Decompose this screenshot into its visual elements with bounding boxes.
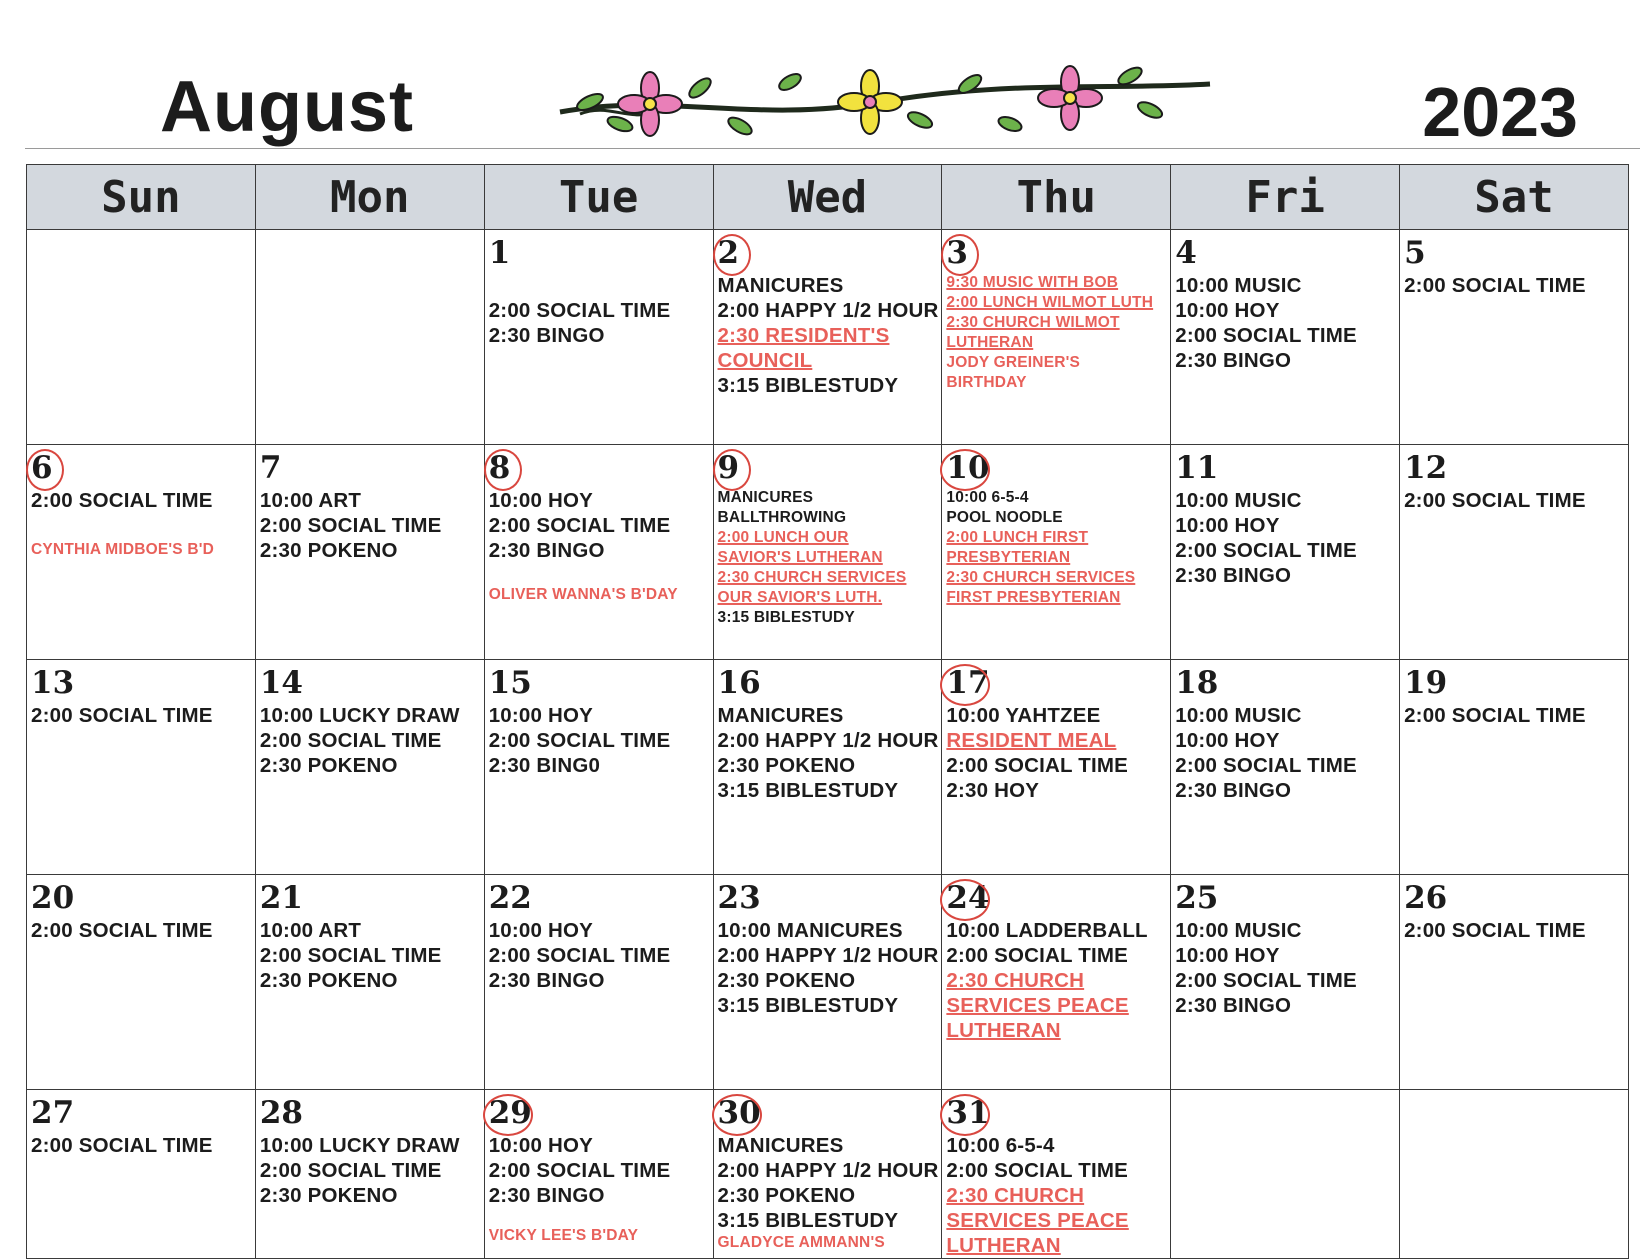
event-item: 10:00 MUSIC [1175,489,1302,512]
event-item: 10:00 MUSIC [1175,704,1302,727]
circled-day-number: 3 [946,235,968,271]
day-number: 22 [488,880,532,916]
event-item: 3:15 BIBLESTUDY [717,779,899,802]
special-event: 2:30 RESIDENT'S [717,324,890,347]
event-item: 10:00 MUSIC [1175,919,1302,942]
day-content [485,445,713,605]
special-event: CYNTHIA MIDBOE'S B'D [31,541,215,558]
special-event: SERVICES PEACE [946,1209,1129,1232]
day-content [714,1090,942,1253]
week-row [27,230,1629,445]
weekday-header: Sat [1400,165,1629,230]
day-number: 14 [259,665,303,701]
week-row [27,660,1629,875]
day-content [942,230,1170,393]
day-content [942,445,1170,608]
event-item: 2:00 SOCIAL TIME [31,919,213,942]
event-item: 10:00 6-5-4 [946,489,1029,506]
day-content [27,1090,255,1158]
event-item: 10:00 HOY [1175,299,1280,322]
special-event: 2:30 CHURCH [946,1184,1085,1207]
day-content [942,875,1170,1043]
event-item: 10:00 MUSIC [1175,274,1302,297]
day-content [1400,230,1628,298]
empty-day-cell [1400,1090,1629,1259]
day-content [714,230,942,398]
day-number: 23 [717,880,761,916]
special-event: OLIVER WANNA'S B'DAY [488,586,678,603]
day-number: 28 [259,1095,303,1131]
event-item: 2:00 SOCIAL TIME [259,1159,442,1182]
day-cell [484,445,713,660]
day-content [1171,660,1399,803]
event-item: MANICURES [717,704,844,727]
event-item: 10:00 HOY [1175,514,1280,537]
year-title: 2023 [1422,73,1578,151]
event-item: 3:15 BIBLESTUDY [717,1209,899,1232]
event-item: 2:30 BINGO [1175,349,1292,372]
day-number: 1 [488,235,511,271]
event-item: 2:30 BINGO [488,539,605,562]
event-item: 2:30 POKENO [259,969,398,992]
day-cell [484,875,713,1090]
day-cell [255,660,484,875]
day-cell [942,230,1171,445]
weekday-header: Sun [27,165,256,230]
day-content [256,1090,484,1208]
event-item: 10:00 LUCKY DRAW [259,1134,460,1157]
day-cell [1400,875,1629,1090]
circled-day-number: 29 [488,1095,532,1131]
special-event: 2:30 CHURCH WILMOT [946,314,1120,331]
special-event: VICKY LEE'S B'DAY [488,1227,639,1244]
special-event: 2:00 LUNCH FIRST [946,529,1089,546]
event-item [489,273,711,298]
event-item: 2:30 POKENO [259,1184,398,1207]
special-event: 2:00 LUNCH OUR [717,529,849,546]
day-cell [27,660,256,875]
special-event: FIRST PRESBYTERIAN [946,589,1121,606]
special-event: LUTHERAN [946,1234,1061,1257]
day-content [27,445,255,560]
event-item: 2:30 BING0 [488,754,601,777]
event-item: 2:00 SOCIAL TIME [259,514,442,537]
event-item: 2:00 SOCIAL TIME [488,514,671,537]
event-item: 10:00 HOY [1175,729,1280,752]
day-cell [484,1090,713,1259]
day-cell [27,1090,256,1259]
event-item: 3:15 BIBLESTUDY [717,609,855,626]
event-item: 2:30 BINGO [1175,779,1292,802]
special-event: LUTHERAN [946,1019,1061,1042]
weekday-header-row [27,165,1629,230]
day-number: 16 [717,665,761,701]
event-item: 2:00 SOCIAL TIME [1175,539,1357,562]
day-content [485,875,713,993]
circled-day-number: 10 [946,450,990,486]
day-content [942,660,1170,803]
day-cell [942,1090,1171,1259]
event-item: 10:00 LADDERBALL [946,919,1148,942]
calendar-body [27,230,1629,1259]
event-item: 2:30 HOY [946,779,1040,802]
circled-day-number: 9 [717,450,740,486]
day-cell [1400,230,1629,445]
event-item: 2:00 SOCIAL TIME [259,944,442,967]
event-item: 2:00 HAPPY 1/2 HOUR [717,944,939,967]
event-item: 2:00 SOCIAL TIME [946,1159,1129,1182]
special-event: OUR SAVIOR'S LUTH. [717,589,883,606]
event-item: 2:00 SOCIAL TIME [31,489,213,512]
event-item: 2:30 POKENO [717,1184,856,1207]
event-item: 2:30 BINGO [488,1184,605,1207]
event-item: 10:00 ART [259,919,362,942]
event-item: 10:00 HOY [488,1134,594,1157]
day-number: 20 [31,880,75,916]
month-title: August [160,67,414,147]
circled-day-number: 2 [717,235,740,271]
event-item: 2:00 SOCIAL TIME [1175,969,1357,992]
week-row [27,875,1629,1090]
day-cell [1171,445,1400,660]
calendar-grid [26,164,1629,1259]
event-item: 2:00 SOCIAL TIME [1175,324,1357,347]
special-event: GLADYCE AMMANN'S [717,1234,885,1251]
day-content [485,230,713,348]
event-item: MANICURES [717,1134,844,1157]
day-cell [713,230,942,445]
event-item: 10:00 HOY [488,704,594,727]
day-number: 15 [488,665,532,701]
day-content [1171,445,1399,588]
day-number: 21 [259,880,303,916]
event-item: 2:00 SOCIAL TIME [488,944,671,967]
day-content [1400,1090,1628,1138]
week-row [27,445,1629,660]
day-cell [942,875,1171,1090]
event-item: 2:30 POKENO [717,969,856,992]
special-event: BIRTHDAY [946,374,1027,391]
day-content [485,660,713,778]
special-event: 9:30 MUSIC WITH BOB [946,274,1119,291]
special-event: 2:00 LUNCH WILMOT LUTH [946,294,1154,311]
day-cell [1400,445,1629,660]
day-number: 27 [31,1095,75,1131]
event-item: 2:00 SOCIAL TIME [1175,754,1357,777]
event-item: 2:30 BINGO [1175,994,1292,1017]
day-content [256,445,484,563]
day-number: 13 [31,665,75,701]
day-content [1400,875,1628,943]
day-content [1171,230,1399,373]
day-number: 7 [259,450,282,486]
special-event: LUTHERAN [946,334,1034,351]
day-content [942,1090,1170,1258]
day-cell [484,660,713,875]
day-cell [942,660,1171,875]
day-cell [713,875,942,1090]
day-cell [1171,660,1400,875]
special-event: COUNCIL [717,349,813,372]
day-cell [713,1090,942,1259]
event-item: 10:00 6-5-4 [946,1134,1055,1157]
day-content [256,660,484,778]
day-cell [713,445,942,660]
week-row [27,1090,1629,1259]
empty-day-cell [255,230,484,445]
event-item: 2:00 SOCIAL TIME [488,729,671,752]
event-item: 10:00 ART [259,489,362,512]
event-item: 2:00 SOCIAL TIME [488,299,671,322]
event-item: 10:00 HOY [1175,944,1280,967]
weekday-header: Fri [1171,165,1400,230]
weekday-header: Tue [484,165,713,230]
event-item: 2:00 HAPPY 1/2 HOUR [717,1159,939,1182]
event-item: 3:15 BIBLESTUDY [717,994,899,1017]
day-number: 18 [1175,665,1219,701]
day-content [1171,1090,1399,1138]
special-event: 2:30 CHURCH SERVICES [717,569,907,586]
special-event: 2:30 CHURCH [946,969,1085,992]
day-cell [1400,660,1629,875]
day-number: 26 [1404,880,1448,916]
day-content [485,1090,713,1246]
circled-day-number: 8 [488,450,511,486]
event-item: 2:00 SOCIAL TIME [1404,919,1586,942]
event-item: 2:00 HAPPY 1/2 HOUR [717,729,939,752]
day-cell [484,230,713,445]
day-cell [27,875,256,1090]
event-item: MANICURES [717,489,814,506]
special-event: SERVICES PEACE [946,994,1129,1017]
event-item: 2:00 SOCIAL TIME [946,944,1129,967]
weekday-header: Mon [255,165,484,230]
day-content [1400,660,1628,728]
day-cell [942,445,1171,660]
day-cell [1171,875,1400,1090]
day-cell [255,875,484,1090]
day-number: 12 [1404,450,1448,486]
event-item: 10:00 LUCKY DRAW [259,704,460,727]
event-item: MANICURES [717,274,844,297]
day-content [27,875,255,943]
event-item: 2:30 BINGO [488,969,605,992]
event-item: 2:00 SOCIAL TIME [31,1134,213,1157]
event-item: 2:00 SOCIAL TIME [1404,704,1586,727]
day-content [1400,445,1628,513]
day-content [714,660,942,803]
circled-day-number: 24 [946,880,990,916]
day-number: 11 [1175,450,1219,486]
day-content [1171,875,1399,1018]
special-event: JODY GREINER'S [946,354,1081,371]
day-number: 4 [1175,235,1197,271]
event-item: 3:15 BIBLESTUDY [717,374,899,397]
day-cell [255,1090,484,1259]
special-event: RESIDENT MEAL [946,729,1117,752]
event-item: 2:30 POKENO [717,754,856,777]
floral-vine-decoration [550,62,1220,142]
day-cell [255,445,484,660]
day-cell [713,660,942,875]
event-item: 2:00 SOCIAL TIME [1404,489,1586,512]
event-item: 2:00 SOCIAL TIME [31,704,213,727]
empty-day-cell [1171,1090,1400,1259]
event-item: 10:00 HOY [488,919,594,942]
day-content [714,445,942,628]
event-item: BALLTHROWING [717,509,847,526]
day-cell [1171,230,1400,445]
day-content [256,230,484,278]
weekday-header: Thu [942,165,1171,230]
day-cell [27,445,256,660]
event-item: 10:00 MANICURES [717,919,903,942]
day-number: 19 [1404,665,1448,701]
event-item: 2:30 POKENO [259,754,398,777]
day-content [27,660,255,728]
event-item: 10:00 HOY [488,489,594,512]
event-item: 2:30 BINGO [1175,564,1292,587]
circled-day-number: 17 [946,665,990,701]
circled-day-number: 30 [717,1095,761,1131]
special-event: 2:30 CHURCH SERVICES [946,569,1136,586]
event-item: 2:30 POKENO [259,539,398,562]
event-item: POOL NOODLE [946,509,1063,526]
day-content [256,875,484,993]
event-item: 2:00 SOCIAL TIME [259,729,442,752]
weekday-header: Wed [713,165,942,230]
special-event: SAVIOR'S LUTHERAN [717,549,883,566]
event-item: 10:00 YAHTZEE [946,704,1101,727]
empty-day-cell [27,230,256,445]
event-item: 2:00 SOCIAL TIME [1404,274,1586,297]
event-item: 2:00 SOCIAL TIME [946,754,1129,777]
day-content [27,230,255,278]
day-content [714,875,942,1018]
circled-day-number: 6 [31,450,53,486]
day-number: 5 [1404,235,1426,271]
event-item: 2:00 SOCIAL TIME [488,1159,671,1182]
event-item: 2:30 BINGO [488,324,605,347]
event-item: 2:00 HAPPY 1/2 HOUR [717,299,939,322]
header-rule [25,148,1640,149]
circled-day-number: 31 [946,1095,990,1131]
day-number: 25 [1175,880,1219,916]
special-event: PRESBYTERIAN [946,549,1071,566]
